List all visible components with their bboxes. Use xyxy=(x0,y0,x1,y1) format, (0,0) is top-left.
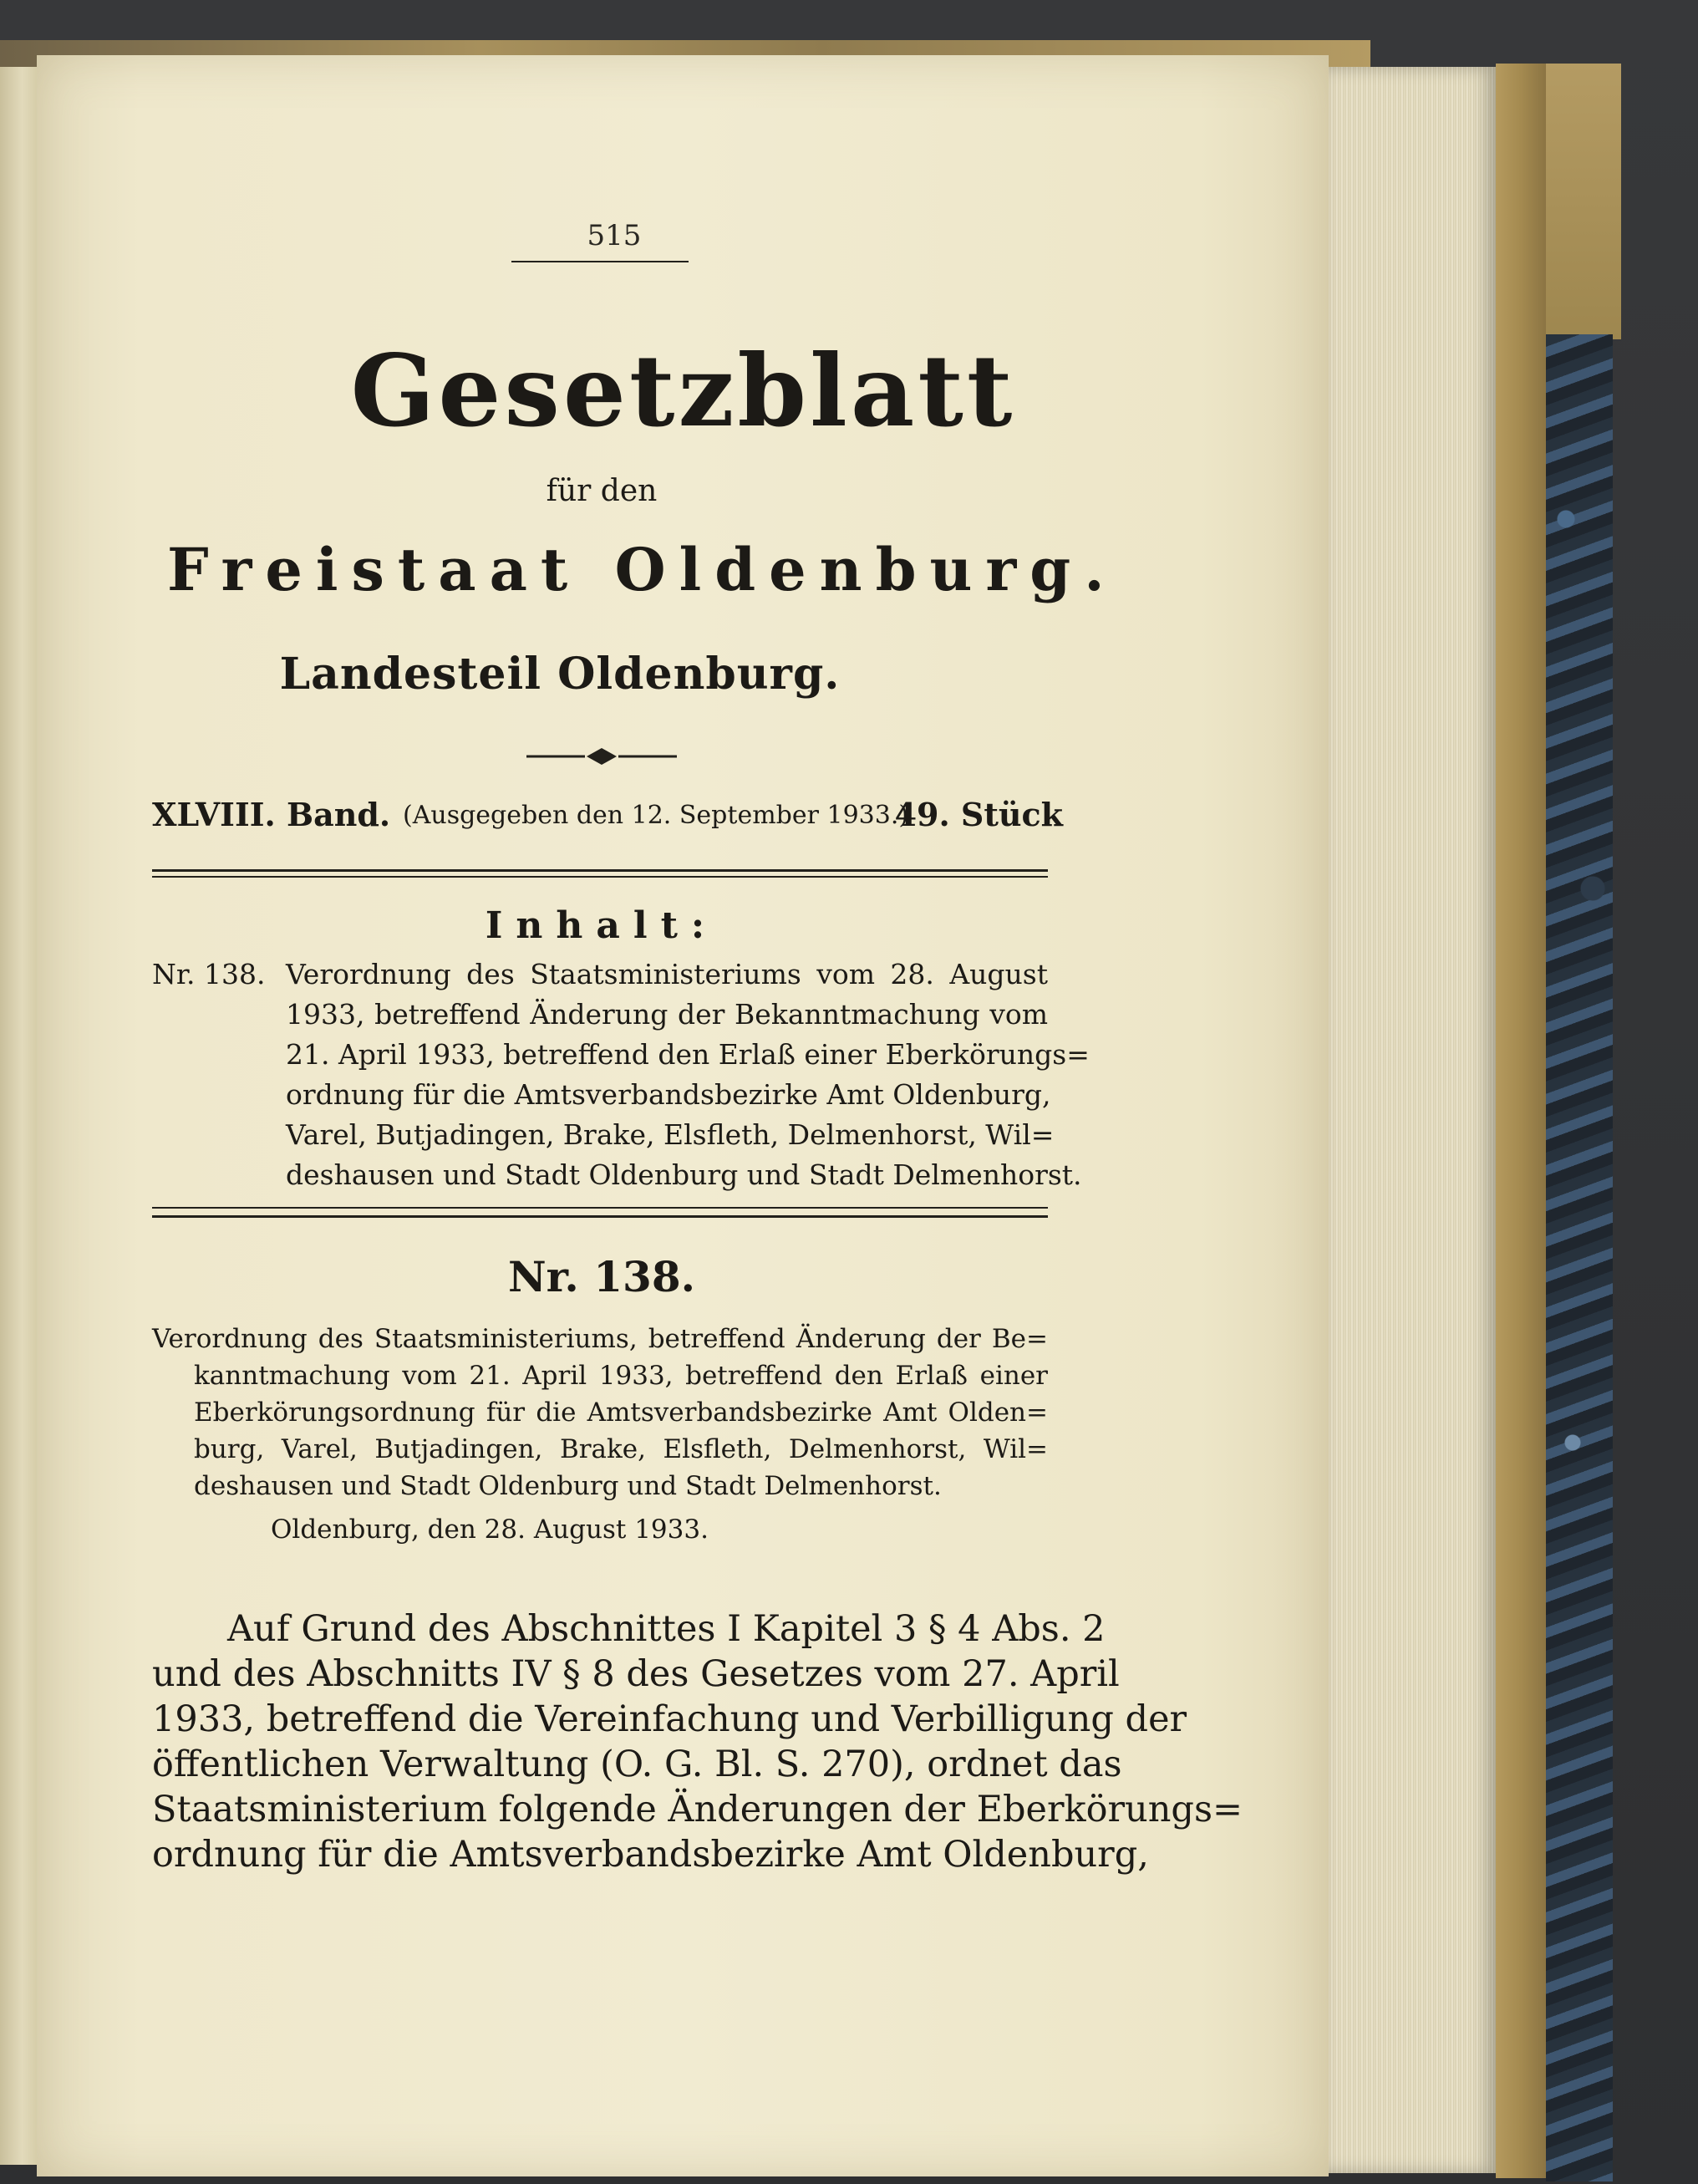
volume-label: XLVIII. Band. xyxy=(152,796,391,833)
ordinance-title-line: deshausen und Stadt Oldenburg und Stadt Delmenhorst. xyxy=(194,1471,942,1501)
body-text-line: Staatsministerium folgende Änderungen der Eberkörungs= xyxy=(152,1789,1243,1830)
issue-date: (Ausgegeben den 12. September 1933.) xyxy=(403,801,909,830)
ordinance-title-line: kanntmachung vom 21. April 1933, betreffend den Erlaß einer xyxy=(194,1361,1048,1391)
double-rule-bottom-inner xyxy=(152,1215,1048,1218)
place-and-date: Oldenburg, den 28. August 1933. xyxy=(271,1515,709,1545)
page-block-edges xyxy=(1329,67,1496,2173)
contents-line: deshausen und Stadt Oldenburg und Stadt Delmenhorst. xyxy=(286,1158,1082,1191)
cover-board-edge xyxy=(1496,64,1546,2178)
issue-piece: 49. Stück xyxy=(894,796,1063,833)
title-connector: für den xyxy=(546,474,658,508)
body-text-line: und des Abschnitts IV § 8 des Gesetzes vom 27. April xyxy=(152,1653,1120,1695)
ordinance-title-line: Verordnung des Staatsministeriums, betreffend Änderung der Be= xyxy=(152,1324,1048,1354)
marbled-paper-cover xyxy=(1546,334,1613,2181)
double-rule-bottom xyxy=(152,1207,1048,1209)
state-name: Freistaat Oldenburg. xyxy=(167,535,1118,604)
ornament-divider xyxy=(526,740,677,773)
contents-line: 21. April 1933, betreffend den Erlaß einer Eberkörungs= xyxy=(286,1038,1090,1071)
body-text-line: Auf Grund des Abschnittes I Kapitel 3 § 4 Abs. 2 xyxy=(227,1608,1106,1650)
body-text-line: öffentlichen Verwaltung (O. G. Bl. S. 270), ordnet das xyxy=(152,1744,1122,1785)
issue-line xyxy=(152,796,1063,846)
facing-page-edge xyxy=(0,67,37,2165)
page-number-rule xyxy=(511,261,689,262)
contents-heading: Inhalt: xyxy=(485,904,719,947)
contents-line: 1933, betreffend Änderung der Bekanntmachung vom xyxy=(286,998,1048,1031)
ordinance-number: Nr. 138. xyxy=(507,1252,696,1301)
contents-line: Verordnung des Staatsministeriums vom 28. August xyxy=(286,958,1048,990)
double-rule-top xyxy=(152,869,1048,872)
contents-line: ordnung für die Amtsverbandsbezirke Amt Oldenburg, xyxy=(286,1078,1051,1111)
cover-board-corner xyxy=(1546,64,1621,339)
page-number: 515 xyxy=(587,219,642,252)
double-rule-top-inner xyxy=(152,876,1048,878)
region-name: Landesteil Oldenburg. xyxy=(279,649,841,700)
body-text-line: ordnung für die Amtsverbandsbezirke Amt Oldenburg, xyxy=(152,1834,1149,1876)
contents-entry-number: Nr. 138. xyxy=(152,958,266,990)
ordinance-title-line: Eberkörungsordnung für die Amtsverbandsbezirke Amt Olden= xyxy=(194,1397,1048,1428)
contents-line: Varel, Butjadingen, Brake, Elsfleth, Delmenhorst, Wil= xyxy=(286,1118,1055,1151)
ordinance-title-line: burg, Varel, Butjadingen, Brake, Elsfleth, Delmenhorst, Wil= xyxy=(194,1434,1048,1464)
body-text-line: 1933, betreffend die Vereinfachung und Verbilligung der xyxy=(152,1698,1187,1740)
publication-title: Gesetzblatt xyxy=(350,333,1016,449)
